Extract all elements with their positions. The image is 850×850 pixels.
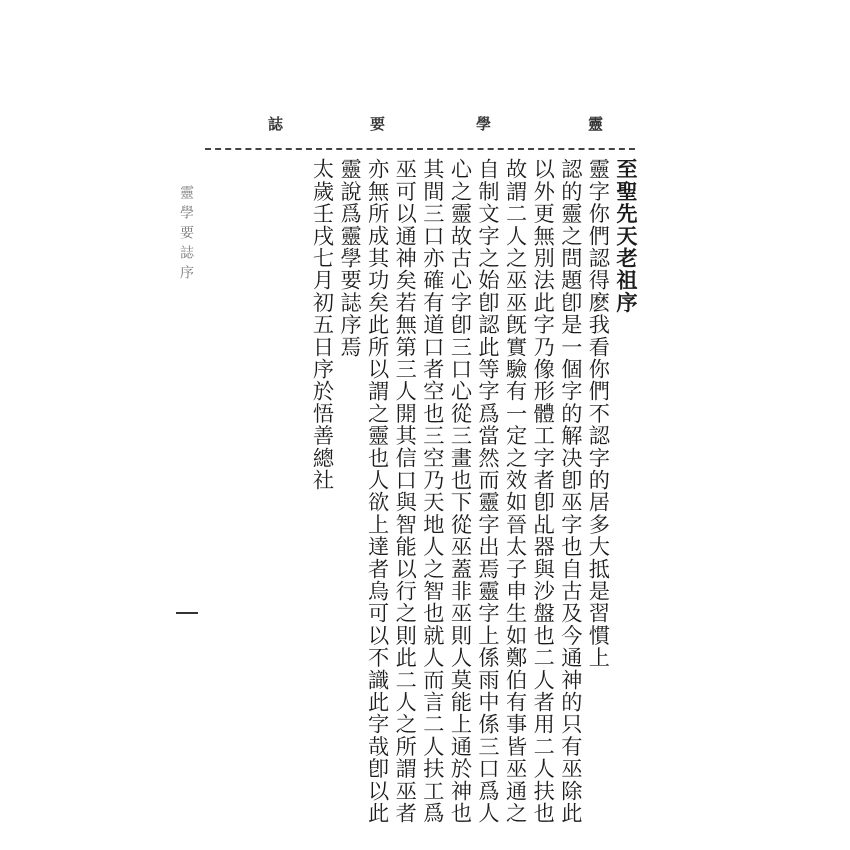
running-header-char: 要 (370, 115, 386, 133)
running-header-char: 誌 (268, 115, 284, 133)
margin-page-mark (176, 612, 198, 614)
text-column: 巫可以通神矣若無第三人開其信口與智能以行之則此二人之所謂巫者 (393, 158, 419, 824)
text-column: 其間三口亦確有道口者空也三空乃天地人之智也就人而言二人扶工爲 (420, 158, 446, 824)
margin-title: 靈學要誌序 (178, 185, 194, 285)
text-column: 認的靈之問題卽是一個字的解决卽巫字也自古及今通神的只有巫除此 (558, 158, 584, 824)
preface-title: 至聖先天老祖序 (614, 158, 639, 314)
text-column: 自制文字之始卽認此等字爲當然而靈字出焉靈字上係雨中係三口爲人 (476, 158, 502, 824)
header-rule (205, 148, 635, 150)
running-header-char: 靈 (588, 115, 604, 133)
text-column: 靈說爲靈學要誌序焉 (338, 158, 364, 358)
running-header-char: 學 (476, 115, 492, 133)
preface-text-block (270, 158, 640, 824)
preface-dateline: 太歲壬戌七月初五日序於悟善總社 (310, 158, 336, 491)
text-column: 故謂二人之巫巫旣實驗有一定之效如晉太子申生如鄭伯有事皆巫通之 (503, 158, 529, 824)
text-column: 以外更無別法此字乃像形體工字者卽乩器與沙盤也二人者用二人扶也 (531, 158, 557, 824)
text-column: 心之靈故古心字卽三口心從三畫也下從巫蓋非巫則人莫能上通於神也 (448, 158, 474, 824)
text-column: 亦無所成其功矣此所以謂之靈也人欲上達者烏可以不識此字哉卽以此 (365, 158, 391, 824)
text-column: 靈字你們認得麽我看你們不認字的居多大抵是習慣上 (586, 158, 612, 669)
running-header (262, 113, 622, 135)
